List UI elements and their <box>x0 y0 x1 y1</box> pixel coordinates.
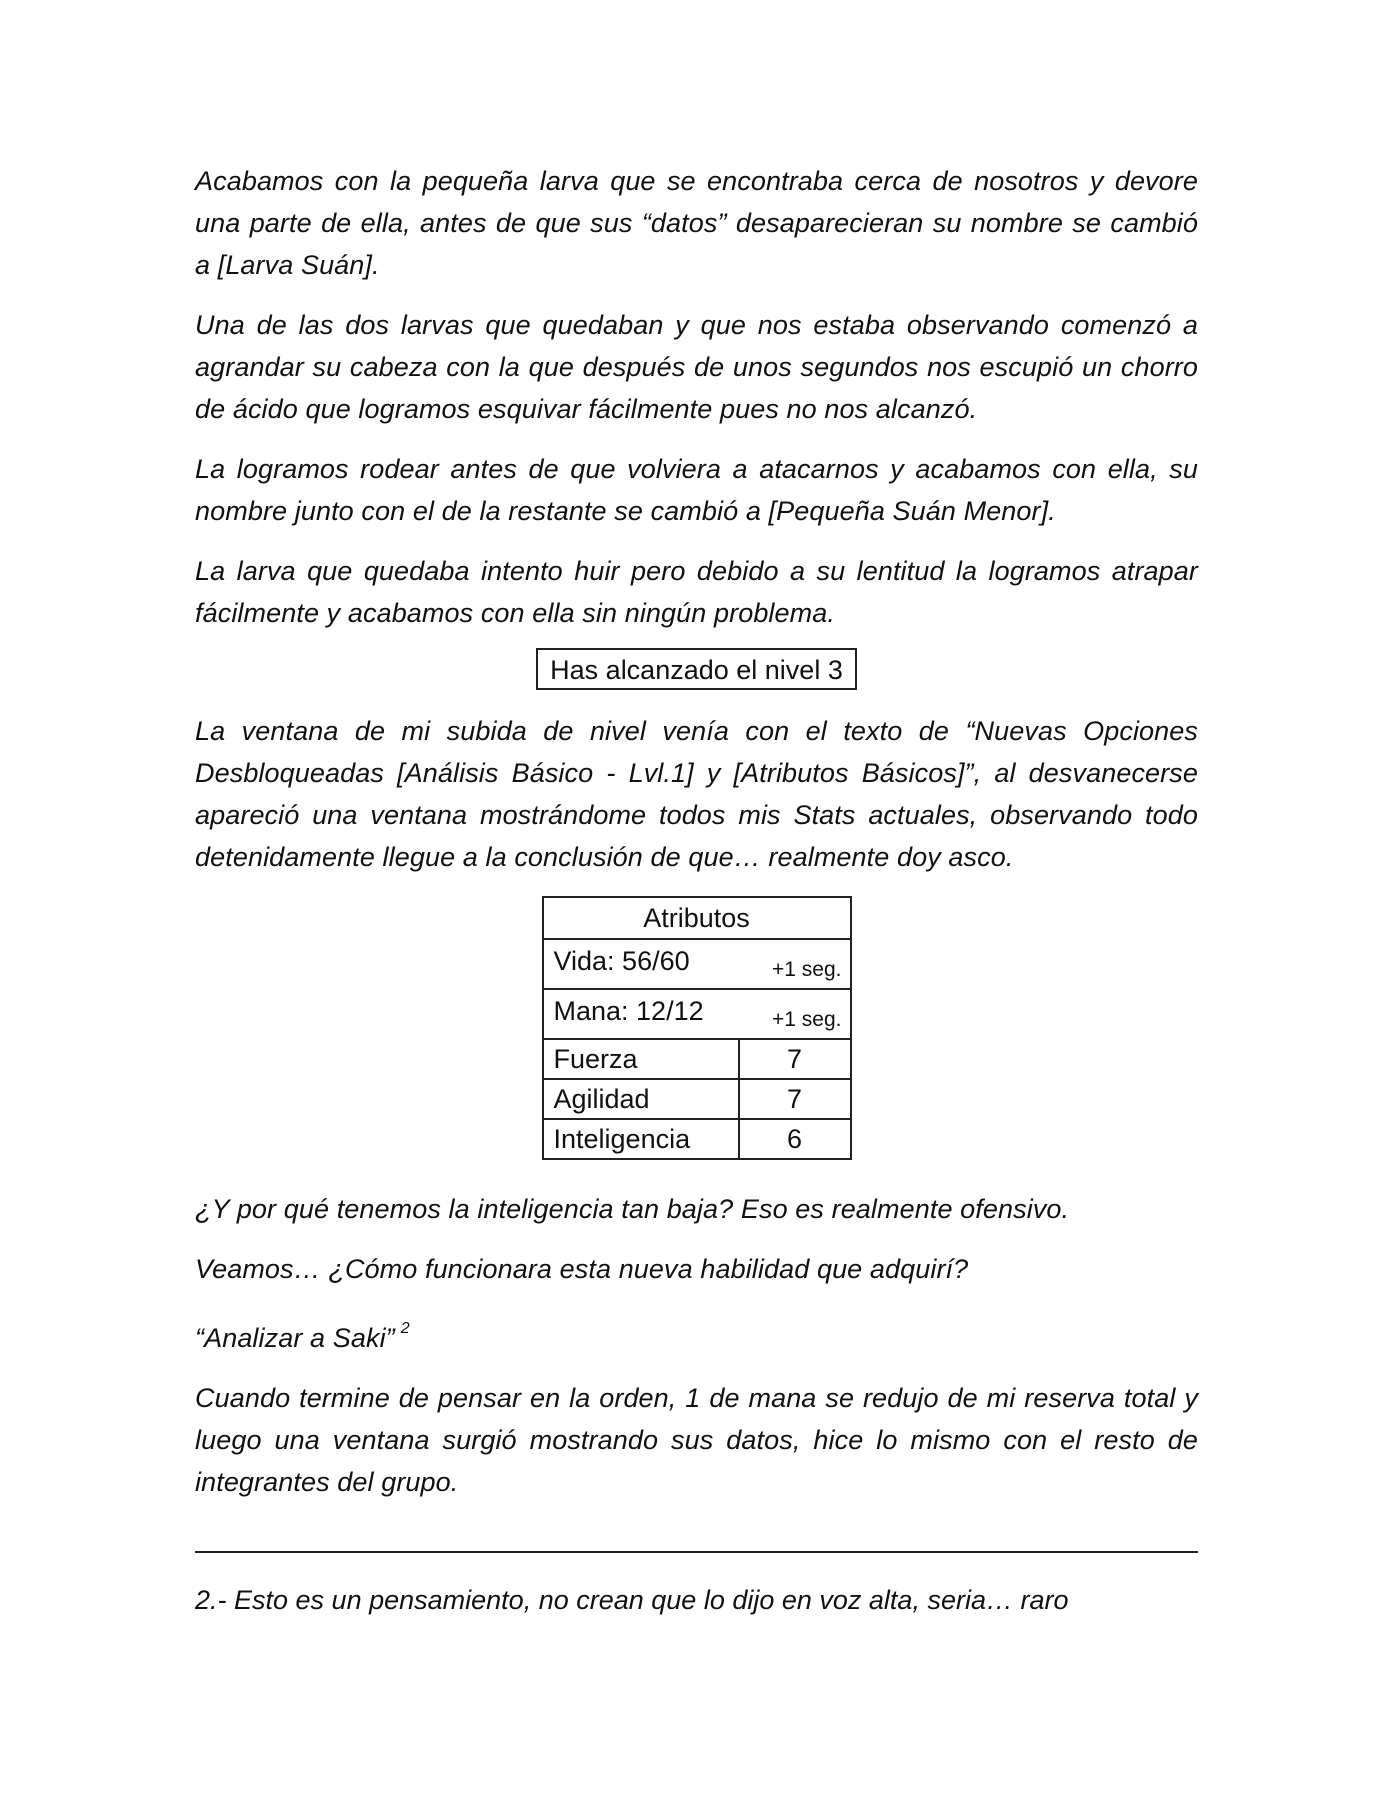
attribute-row-agilidad <box>543 1079 851 1119</box>
attribute-name: Agilidad <box>543 1079 739 1119</box>
attribute-row-fuerza <box>543 1039 851 1079</box>
paragraph-3: La logramos rodear antes de que volviera a atacarnos y acabamos con ella, su nombre junto con el de la restante se cambió a [Pequeña Suán Menor]. <box>195 454 1198 526</box>
analizar-text: “Analizar a Saki” <box>195 1323 395 1353</box>
attribute-name: Fuerza <box>543 1039 739 1079</box>
document-page <box>195 160 1198 1621</box>
paragraph-level-window: La ventana de mi subida de nivel venía con el texto de “Nuevas Opciones Desbloqueadas [Análisis Básico - Lvl.1] y [Atributos Básicos]”, al desvanecerse apareció una ventana mostrándome todos mis Stats actuales, observando todo detenidamente llegue a la conclusión de que… realmente doy asco. <box>195 716 1198 872</box>
mana-row <box>543 989 851 1039</box>
paragraph-final: Cuando termine de pensar en la orden, 1 de mana se redujo de mi reserva total y luego una ventana surgió mostrando sus datos, hice lo mismo con el resto de integrantes del grupo. <box>195 1383 1198 1497</box>
attributes-title: Atributos <box>543 897 851 939</box>
vida-row <box>543 939 851 989</box>
mana-regen: +1 seg. <box>772 1008 842 1031</box>
paragraph-1: Acabamos con la pequeña larva que se encontraba cerca de nosotros y devore una parte de ella, antes de que sus “datos” desaparecieran su nombre se cambió a [Larva Suán]. <box>195 166 1198 280</box>
paragraph-veamos: Veamos… ¿Cómo funcionara esta nueva habilidad que adquirí? <box>195 1254 969 1284</box>
footnote-marker: 2 <box>400 1320 410 1337</box>
paragraph-2: Una de las dos larvas que quedaban y que nos estaba observando comenzó a agrandar su cabeza con la que después de unos segundos nos escupió un chorro de ácido que logramos esquivar fácilmente pues no nos alcanzó. <box>195 310 1198 424</box>
attribute-name: Inteligencia <box>543 1119 739 1159</box>
vida-regen: +1 seg. <box>772 958 842 981</box>
paragraph-question: ¿Y por qué tenemos la inteligencia tan baja? Eso es realmente ofensivo. <box>195 1194 1070 1224</box>
attribute-value: 6 <box>739 1119 851 1159</box>
level-up-box: Has alcanzado el nivel 3 <box>536 648 857 690</box>
mana-label: Mana: 12/12 <box>553 996 704 1026</box>
vida-label: Vida: 56/60 <box>553 946 690 976</box>
attribute-value: 7 <box>739 1079 851 1119</box>
level-up-notice <box>195 648 1198 690</box>
footnote-divider <box>195 1551 1198 1553</box>
attribute-value: 7 <box>739 1039 851 1079</box>
attribute-row-inteligencia <box>543 1119 851 1159</box>
paragraph-4: La larva que quedaba intento huir pero debido a su lentitud la logramos atrapar fácilmente y acabamos con ella sin ningún problema. <box>195 556 1198 628</box>
footnote-text: 2.- Esto es un pensamiento, no crean que lo dijo en voz alta, seria… raro <box>195 1585 1069 1615</box>
attributes-table <box>542 896 852 1160</box>
paragraph-analizar <box>195 1308 1198 1359</box>
